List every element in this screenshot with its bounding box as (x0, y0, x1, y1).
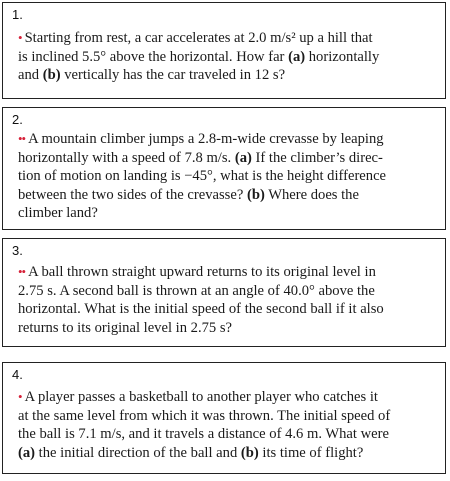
problem-line: and (b) vertically has the car traveled in 12 s? (18, 67, 286, 83)
problem-text (18, 263, 437, 337)
problem-line: • A player passes a basketball to another player who catches it (18, 389, 378, 405)
problem-number: 3. (12, 243, 23, 258)
problem-line: at the same level from which it was thrown. The initial speed of (18, 407, 391, 424)
problem-line: (a) the initial direction of the ball and (b) its time of flight? (18, 444, 364, 461)
problem-text (18, 29, 437, 85)
difficulty-dots: • (18, 30, 22, 45)
difficulty-dots: •• (18, 264, 26, 279)
problem-line: climber land? (18, 205, 98, 221)
problem-text (18, 130, 437, 223)
problem-line: •• A mountain climber jumps a 2.8-m-wide crevasse by leaping (18, 131, 384, 147)
problem-line: between the two sides of the crevasse? (b) Where does the (18, 186, 359, 203)
problem-number: 4. (12, 367, 23, 382)
difficulty-dots: •• (18, 131, 26, 146)
problem-line: • Starting from rest, a car accelerates at 2.0 m/s² up a hill that (18, 30, 373, 46)
problem-line: returns to its original level in 2.75 s? (18, 319, 233, 336)
problem-line: •• A ball thrown straight upward returns to its original level in (18, 264, 376, 280)
problem-card-2 (2, 107, 446, 230)
difficulty-dots: • (18, 389, 22, 404)
problem-line: is inclined 5.5° above the horizontal. How far (a) horizontally (18, 48, 380, 65)
problem-card-1 (2, 2, 446, 99)
problem-line: the ball is 7.1 m/s, and it travels a distance of 4.6 m. What were (18, 426, 389, 442)
problem-card-4 (2, 362, 446, 474)
problem-line: horizontally with a speed of 7.8 m/s. (a) If the climber’s direc- (18, 149, 383, 166)
problem-line: tion of motion on landing is −45°, what is the height difference (18, 168, 387, 184)
problem-card-3 (2, 238, 446, 347)
problem-number: 1. (12, 7, 23, 22)
problem-number: 2. (12, 112, 23, 127)
problem-text (18, 388, 437, 462)
problem-line: 2.75 s. A second ball is thrown at an angle of 40.0° above the (18, 282, 375, 299)
problem-line: horizontal. What is the initial speed of the second ball if it also (18, 301, 384, 317)
